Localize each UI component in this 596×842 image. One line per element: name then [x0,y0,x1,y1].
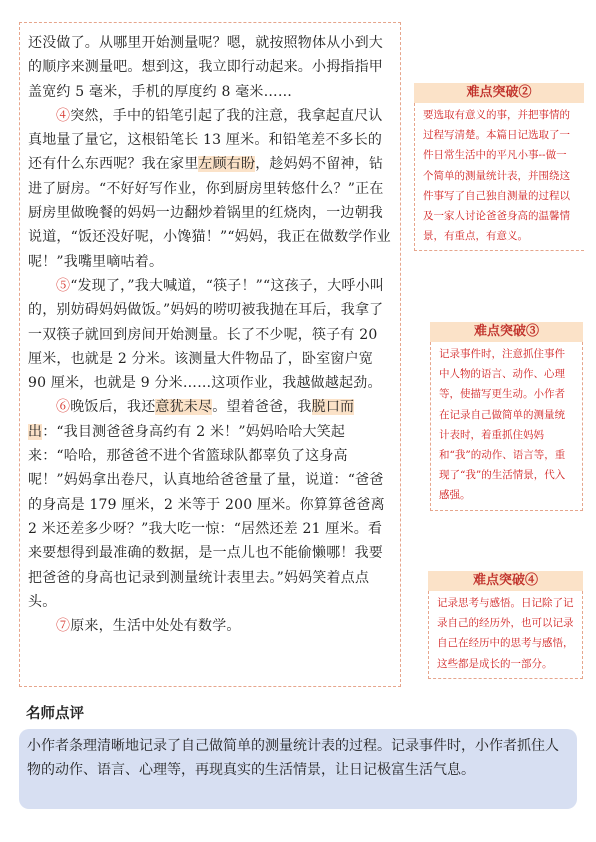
essay-paragraph-3-end: 还没做了。从哪里开始测量呢？嗯，就按照物体从小到大的顺序来测量吧。想到这，我立即行动起来。小拇指指甲盖宽约 5 毫米，手机的厚度约 8 毫米…… [28,35,383,100]
paragraph-text: 原来，生活中处处有数学。 [70,618,241,635]
paragraph-number: ⑤ [56,277,71,294]
highlighted-phrase: 左顾右盼 [198,156,256,173]
essay-box [19,22,401,687]
paragraph-text: “发现了，”我大喊道，“筷子！”“这孩子，大呼小叫的，别妨碍妈妈做饭。”妈妈的唠叨被我抛在耳后，我拿了一双筷子就回到房间开始测量。长了不少呢，筷子有 20 厘米，也就是 2 分米。该测量大件物品了，卧室窗户宽 90 厘米，也就是 9 分米……这项作业，我越做越起劲。 [28,277,384,392]
paragraph-text: 突然，手中的铅笔引起了我的注意，我拿起直尺认真地量了量它，这根铅笔长 13 厘米。和铅笔差不多长的还有什么东西呢？我在家里 [28,107,383,173]
note-title: 难点突破③ [430,322,583,342]
paragraph-number: ⑥ [56,399,71,416]
note-difficulty-3 [430,322,583,511]
essay-paragraph-5 [28,274,392,395]
paragraph-text: 。望着爸爸，我 [212,399,312,416]
highlighted-phrase: 脱口而出 [28,399,355,440]
essay-paragraph-6 [28,395,392,614]
paragraph-text: ，趁妈妈不留神，钻进了厨房。“不好好写作业，你到厨房里转悠什么？”正在厨房里做晚餐的妈妈一边翻炒着锅里的红烧肉，一边朝我说道，“饭还没好呢，小馋猫！”“妈妈，我正在做数学作业呢！”我嘴里嘀咕着。 [28,156,391,270]
note-difficulty-2 [414,83,584,251]
note-title: 难点突破② [414,83,584,103]
note-difficulty-4 [428,571,583,679]
paragraph-text: ：“我目测爸爸身高约有 2 米！”妈妈哈哈大笑起来：“哈哈，那爸爸不进个省篮球队都辜负了这身高呢！”妈妈拿出卷尺，认真地给爸爸量了量，说道：“爸爸的身高是 179 厘米，2 米等于 200 厘米。你算算爸爸离 2 米还差多少呀？”我大吃一惊：“居然还差 21 厘米。看来要想得到最准确的数据，是一点儿也不能偷懒哪！我要把爸爸的身高也记录到测量统计表里去。”妈妈笑着点点头。 [28,423,385,610]
note-body: 记录思考与感悟。日记除了记录自己的经历外，也可以记录自己在经历中的思考与感悟，这些都是成长的一部分。 [428,591,583,679]
note-title: 难点突破④ [428,571,583,591]
paragraph-text: 晚饭后，我还 [70,399,156,416]
essay-paragraph-7 [28,614,392,638]
review-title: 名师点评 [26,706,84,722]
note-body: 要选取有意义的事，并把事情的过程写清楚。本篇日记选取了一件日常生活中的平凡小事--做一个简单的测量统计表，并围绕这件事写了自己独自测量的过程以及一家人讨论爸爸身高的温馨情景，有重点，有意义。 [414,103,584,251]
note-body: 记录事件时，注意抓住事件中人物的语言、动作、心理等，使描写更生动。小作者在记录自己做简单的测量统计表时，着重抓住妈妈和“我”的动作、语言等，重现了“我”的生活情景，代入感强。 [430,342,583,511]
review-body: 小作者条理清晰地记录了自己做简单的测量统计表的过程。记录事件时，小作者抓住人物的动作、语言、心理等，再现真实的生活情景，让日记极富生活气息。 [27,738,559,778]
review-box [19,729,577,809]
essay-paragraph-4 [28,104,392,274]
highlighted-phrase: 意犹未尽 [155,399,213,416]
paragraph-number: ④ [56,107,71,124]
paragraph-number: ⑦ [56,618,71,635]
